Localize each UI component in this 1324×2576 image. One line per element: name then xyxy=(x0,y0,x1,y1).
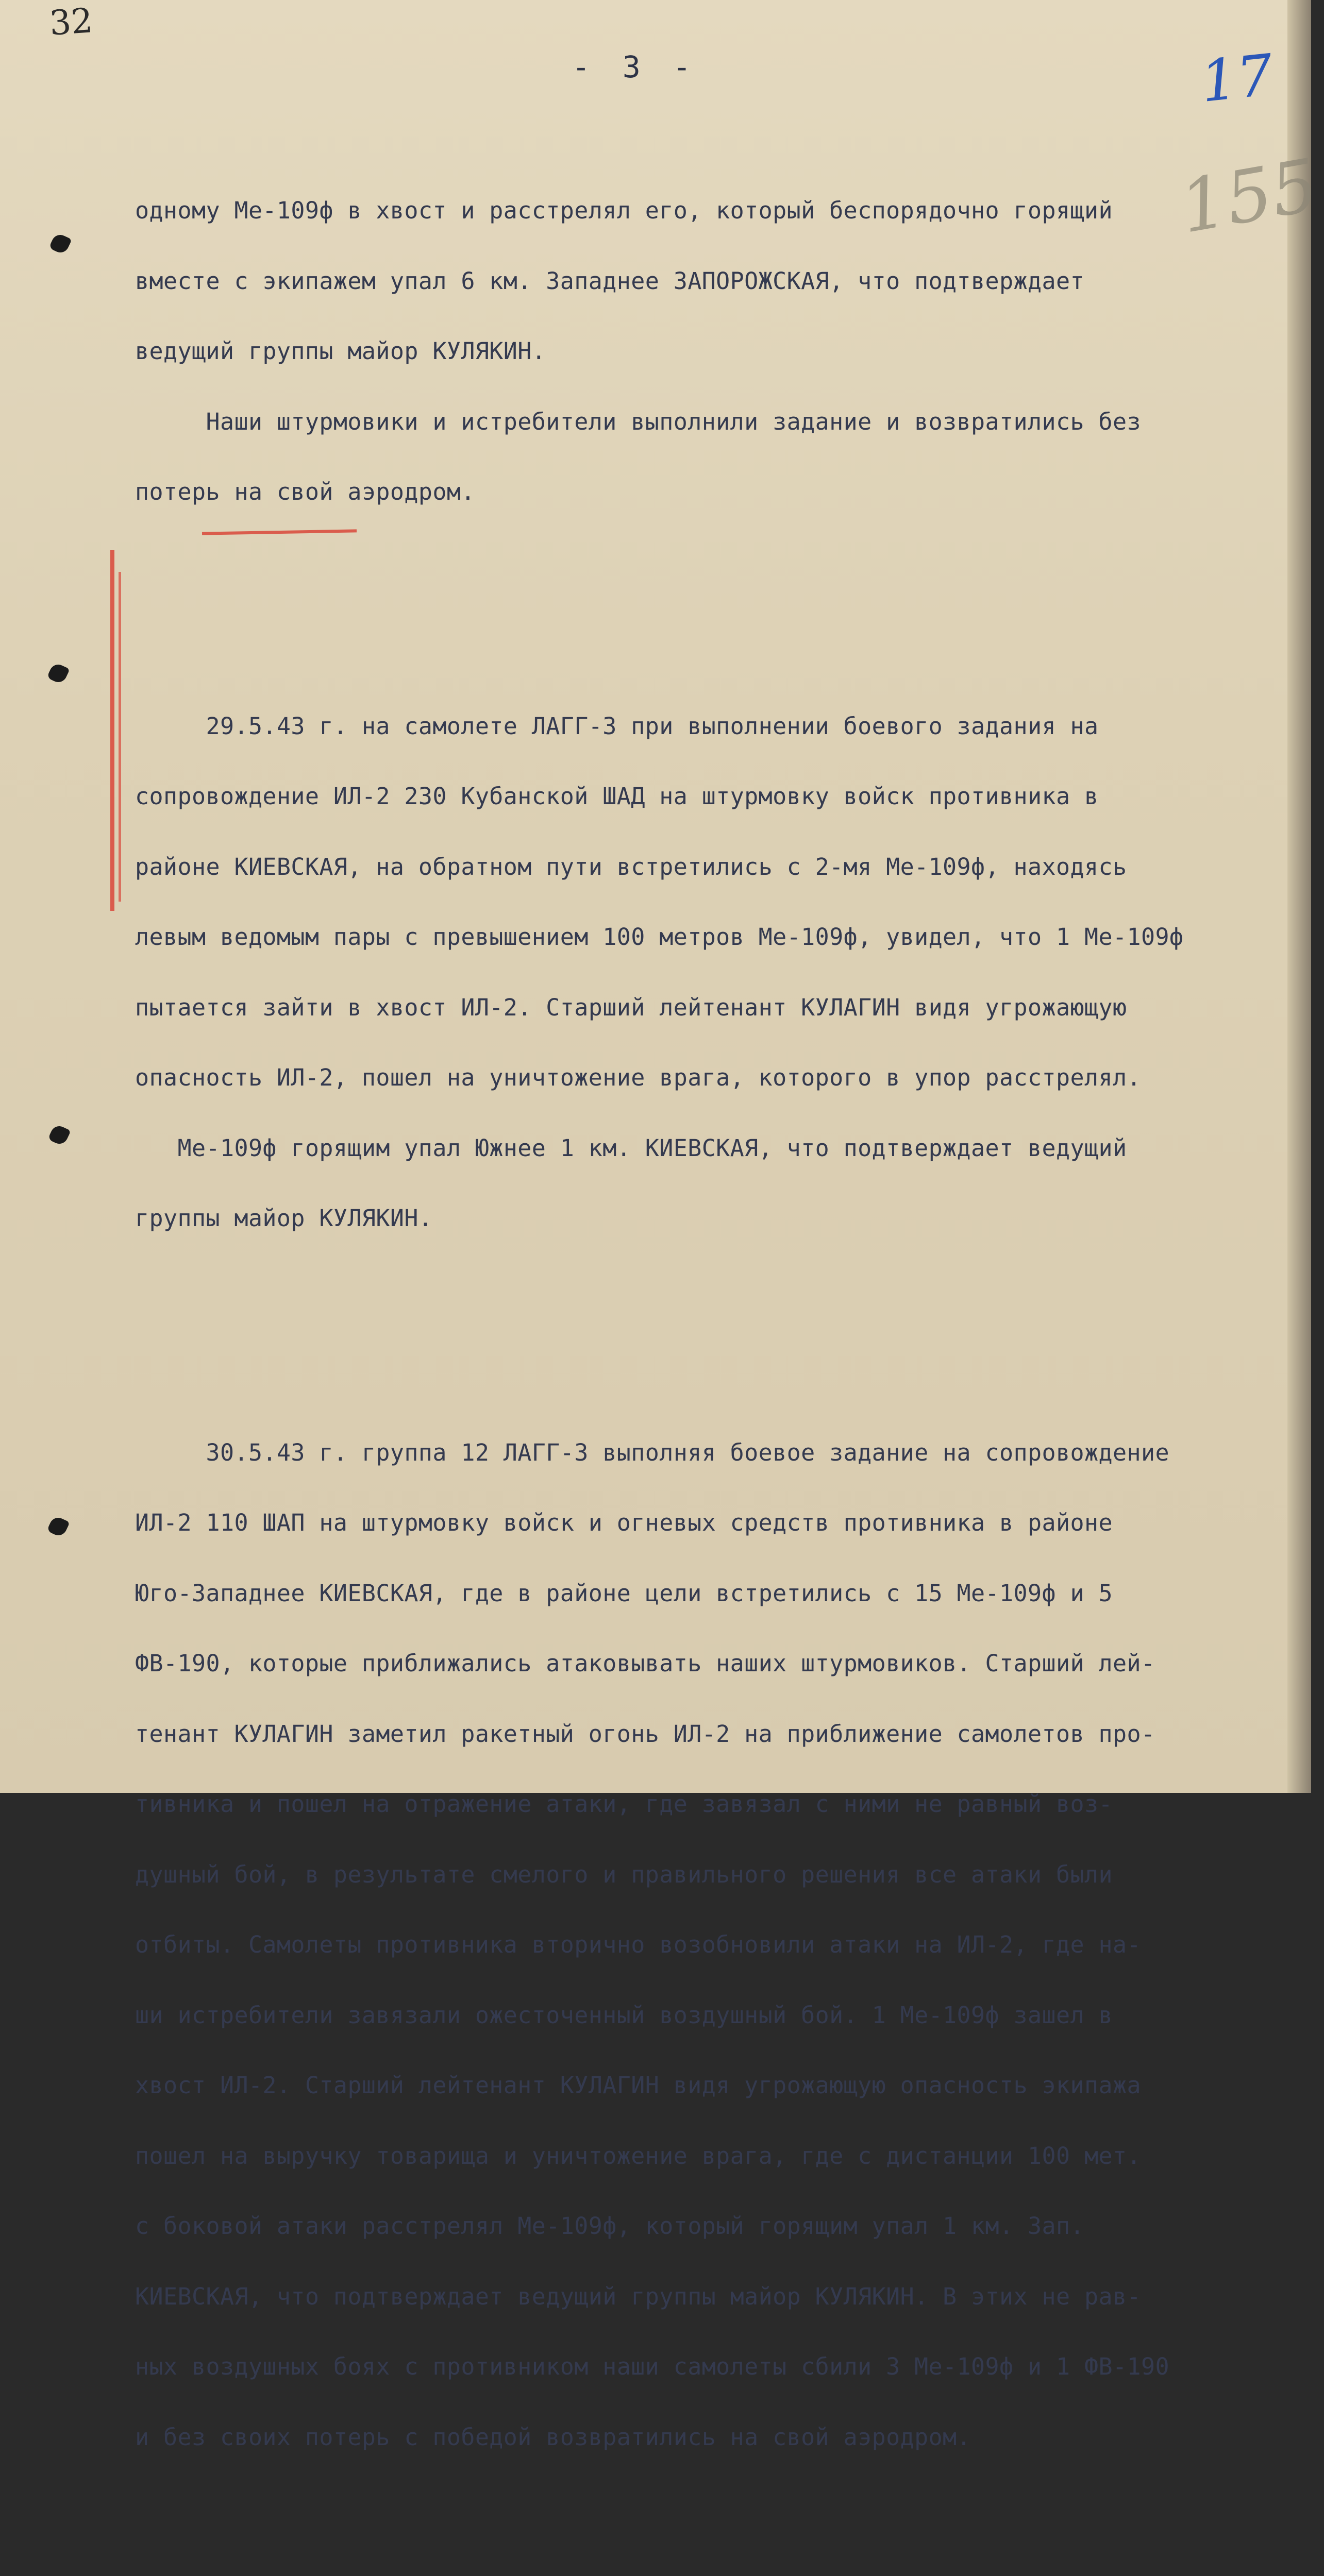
page-edge-shadow xyxy=(1287,0,1311,1793)
sheet-number: 32 xyxy=(48,1,94,43)
text-line: Ме-109ф горящим упал Южнее 1 км. КИЕВСКАЯ, что подтверждает ведущий xyxy=(135,1134,1127,1162)
text-line: 29.5.43 г. на самолете ЛАГГ-3 при выполнении боевого задания на xyxy=(135,712,1099,740)
text-line: одному Ме-109ф в хвост и расстрелял его, который беспорядочно горящий xyxy=(135,197,1113,224)
text-line: Наши штурмовики и истребители выполнили задание и возвратились без xyxy=(135,408,1141,435)
handwritten-faint-number: 155 xyxy=(1174,143,1324,250)
text-line: потерь на свой аэродром. xyxy=(135,478,475,505)
text-line: пошел на выручку товарища и уничтожение врага, где с дистанции 100 мет. xyxy=(135,2142,1141,2170)
text-line: с боковой атаки расстрелял Ме-109ф, который горящим упал 1 км. Зап. xyxy=(135,2212,1084,2240)
text-line: тенант КУЛАГИН заметил ракетный огонь ИЛ-2 на приближение самолетов про- xyxy=(135,1720,1155,1748)
text-line: душный бой, в результате смелого и правильного решения все атаки были xyxy=(135,1860,1113,1888)
typed-text-body xyxy=(135,105,1289,2576)
binder-hole xyxy=(46,662,70,685)
text-line: Юго-Западнее КИЕВСКАЯ, где в районе цели встретились с 15 Ме-109ф и 5 xyxy=(135,1579,1113,1607)
text-line: группы майор КУЛЯКИН. xyxy=(135,1205,433,1232)
text-line: и без своих потерь с победой возвратились на свой аэродром. xyxy=(135,2423,971,2451)
text-line: отбиты. Самолеты противника вторично возобновили атаки на ИЛ-2, где на- xyxy=(135,1931,1141,1958)
text-line: ши истребители завязали ожесточенный воздушный бой. 1 Ме-109ф зашел в xyxy=(135,2001,1113,2029)
text-line: ФВ-190, которые приближались атаковывать наших штурмовиков. Старший лей- xyxy=(135,1650,1155,1677)
binder-hole xyxy=(46,1515,70,1538)
text-line: хвост ИЛ-2. Старший лейтенант КУЛАГИН видя угрожающую опасность экипажа xyxy=(135,2072,1141,2099)
red-pencil-margin-mark xyxy=(110,550,114,911)
text-line: левым ведомым пары с превышением 100 метров Ме-109ф, увидел, что 1 Ме-109ф xyxy=(135,923,1184,951)
text-line: опасность ИЛ-2, пошел на уничтожение врага, которого в упор расстрелял. xyxy=(135,1064,1141,1091)
paragraph xyxy=(135,1394,1289,2496)
text-line: ведущий группы майор КУЛЯКИН. xyxy=(135,337,546,365)
text-line: тивника и пошел на отражение атаки, где завязал с ними не равный воз- xyxy=(135,1790,1113,1818)
page-number: - 3 - xyxy=(572,49,698,84)
handwritten-page-number: 17 xyxy=(1197,42,1277,115)
text-line: ИЛ-2 110 ШАП на штурмовку войск и огневых средств противника в районе xyxy=(135,1509,1113,1536)
binder-hole xyxy=(47,1123,71,1146)
text-line: районе КИЕВСКАЯ, на обратном пути встретились с 2-мя Ме-109ф, находясь xyxy=(135,853,1127,880)
binder-hole xyxy=(48,232,72,255)
text-line: КИЕВСКАЯ, что подтверждает ведущий группы майор КУЛЯКИН. В этих не рав- xyxy=(135,2282,1141,2310)
paragraph xyxy=(135,668,1289,1277)
text-line: ных воздушных боях с противником наши самолеты сбили 3 Ме-109ф и 1 ФВ-190 xyxy=(135,2353,1169,2380)
text-line: сопровождение ИЛ-2 230 Кубанской ШАД на штурмовку войск противника в xyxy=(135,783,1099,810)
text-line: пытается зайти в хвост ИЛ-2. Старший лейтенант КУЛАГИН видя угрожающую xyxy=(135,993,1127,1021)
text-line: 30.5.43 г. группа 12 ЛАГГ-3 выполняя боевое задание на сопровождение xyxy=(135,1438,1169,1466)
text-line: вместе с экипажем упал 6 км. Западнее ЗАПОРОЖСКАЯ, что подтверждает xyxy=(135,267,1084,295)
red-pencil-margin-mark xyxy=(119,572,121,902)
paragraph xyxy=(135,152,1289,551)
